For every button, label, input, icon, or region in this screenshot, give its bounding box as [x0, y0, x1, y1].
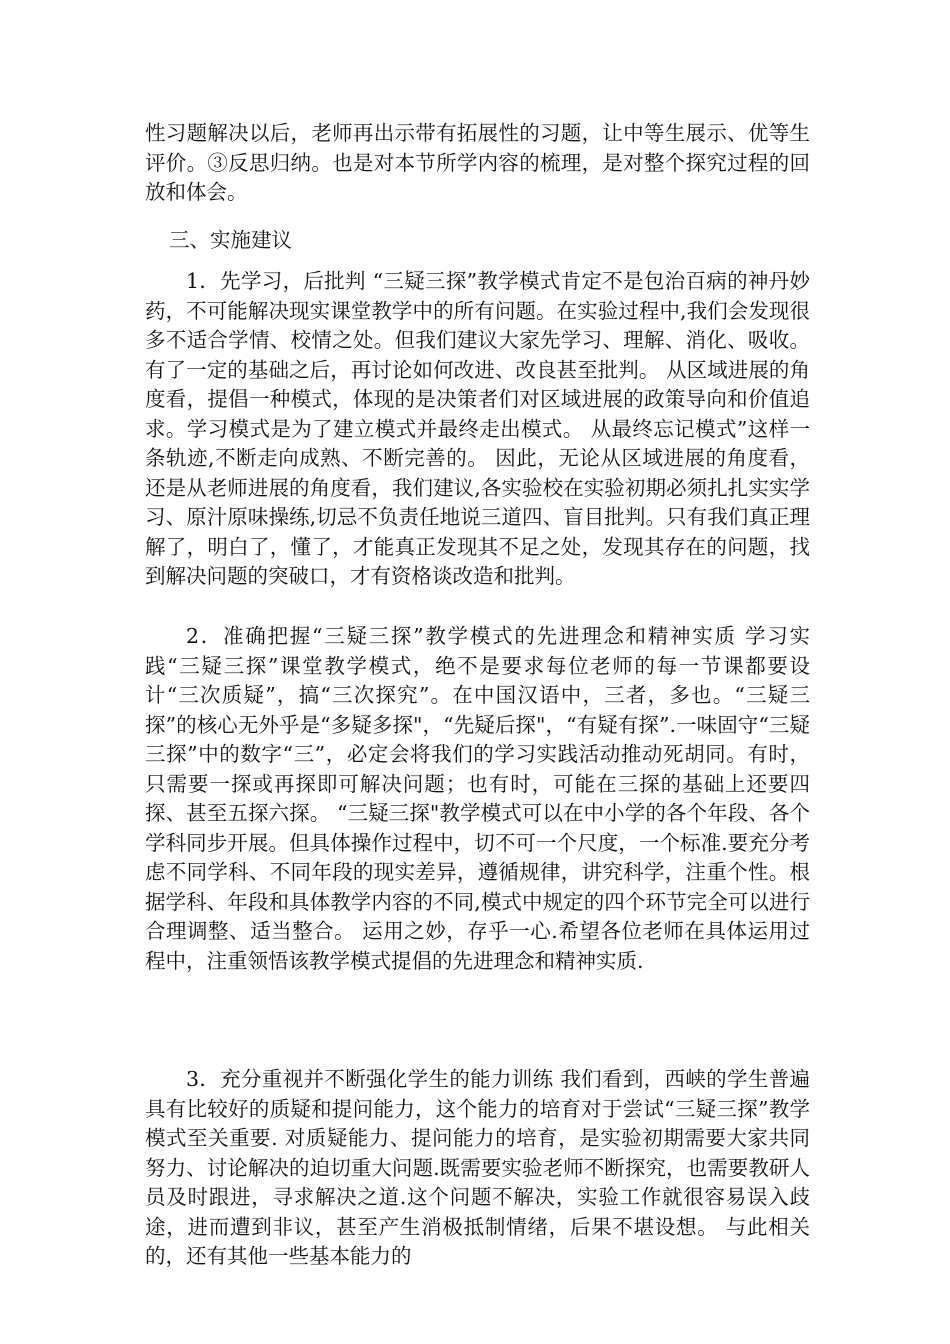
suggestion-2-text: 2．准确把握“三疑三探”教学模式的先进理念和精神实质 学习实践“三疑三探”课堂教学模式，绝不是要求每位老师的每一节课都要设计“三次质疑”，搞“三次探究”。在中国汉语中，三者，多也。“三疑三探”的核心无外乎是“多疑多探"，“先疑后探"，“有疑有探”.一味固守“三疑三探”中的数字“三”，必定会将我们的学习实践活动推动死胡同。有时，只需要一探或再探即可解决问题；也有时，可能在三探的基础上还要四探、甚至五探六探。 “三疑三探"教学模式可以在中小学的各个年段、各个学科同步开展。但具体操作过程中，切不可一个尺度，一个标准.要充分考虑不同学科、不同年段的现实差异，遵循规律，讲究科学，注重个性。根据学科、年段和具体教学内容的不同,模式中规定的四个环节完全可以进行合理调整、适当整合。 运用之妙，存乎一心.希望各位老师在具体运用过程中，注重领悟该教学模式提倡的先进理念和精神实质. — [145, 624, 810, 973]
suggestion-paragraph-2 — [145, 622, 810, 976]
suggestion-paragraph-3 — [145, 1065, 810, 1272]
section-heading-text: 三、实施建议 — [169, 228, 292, 252]
intro-text: 性习题解决以后，老师再出示带有拓展性的习题，让中等生展示、优等生评价。③反思归纳。也是对本节所学内容的梳理，是对整个探究过程的回放和体会。 — [145, 121, 810, 204]
suggestion-1-text: 1．先学习，后批判 “三疑三探”教学模式肯定不是包治百病的神丹妙药，不可能解决现实课堂教学中的所有问题。在实验过程中,我们会发现很多不适合学情、校情之处。但我们建议大家先学习、理解、消化、吸收。有了一定的基础之后，再讨论如何改进、改良甚至批判。 从区域进展的角度看，提倡一种模式，体现的是决策者们对区域进展的政策导向和价值追求。学习模式是为了建立模式并最终走出模式。 从最终忘记模式”这样一条轨迹,不断走向成熟、不断完善的。 因此，无论从区域进展的角度看，还是从老师进展的角度看，我们建议,各实验校在实验初期必须扎扎实实学习、原汁原味操练,切忌不负责任地说三道四、盲目批判。只有我们真正理解了，明白了，懂了，才能真正发现其不足之处，发现其存在的问题，找到解决问题的突破口，才有资格谈改造和批判。 — [145, 269, 810, 588]
intro-paragraph — [145, 119, 810, 208]
section-heading — [169, 226, 834, 256]
suggestion-paragraph-1 — [145, 267, 810, 592]
suggestion-3-text: 3．充分重视并不断强化学生的能力训练 我们看到，西峡的学生普遍具有比较好的质疑和提问能力，这个能力的培育对于尝试“三疑三探”教学模式至关重要. 对质疑能力、提问能力的培育，是实验初期需要大家共同努力、讨论解决的迫切重大问题.既需要实验老师不断探究，也需要教研人员及时跟进，寻求解决之道.这个问题不解决，实验工作就很容易误入歧途，进而遭到非议，甚至产生消极抵制情绪，后果不堪设想。 与此相关的，还有其他一些基本能力的 — [145, 1067, 810, 1268]
